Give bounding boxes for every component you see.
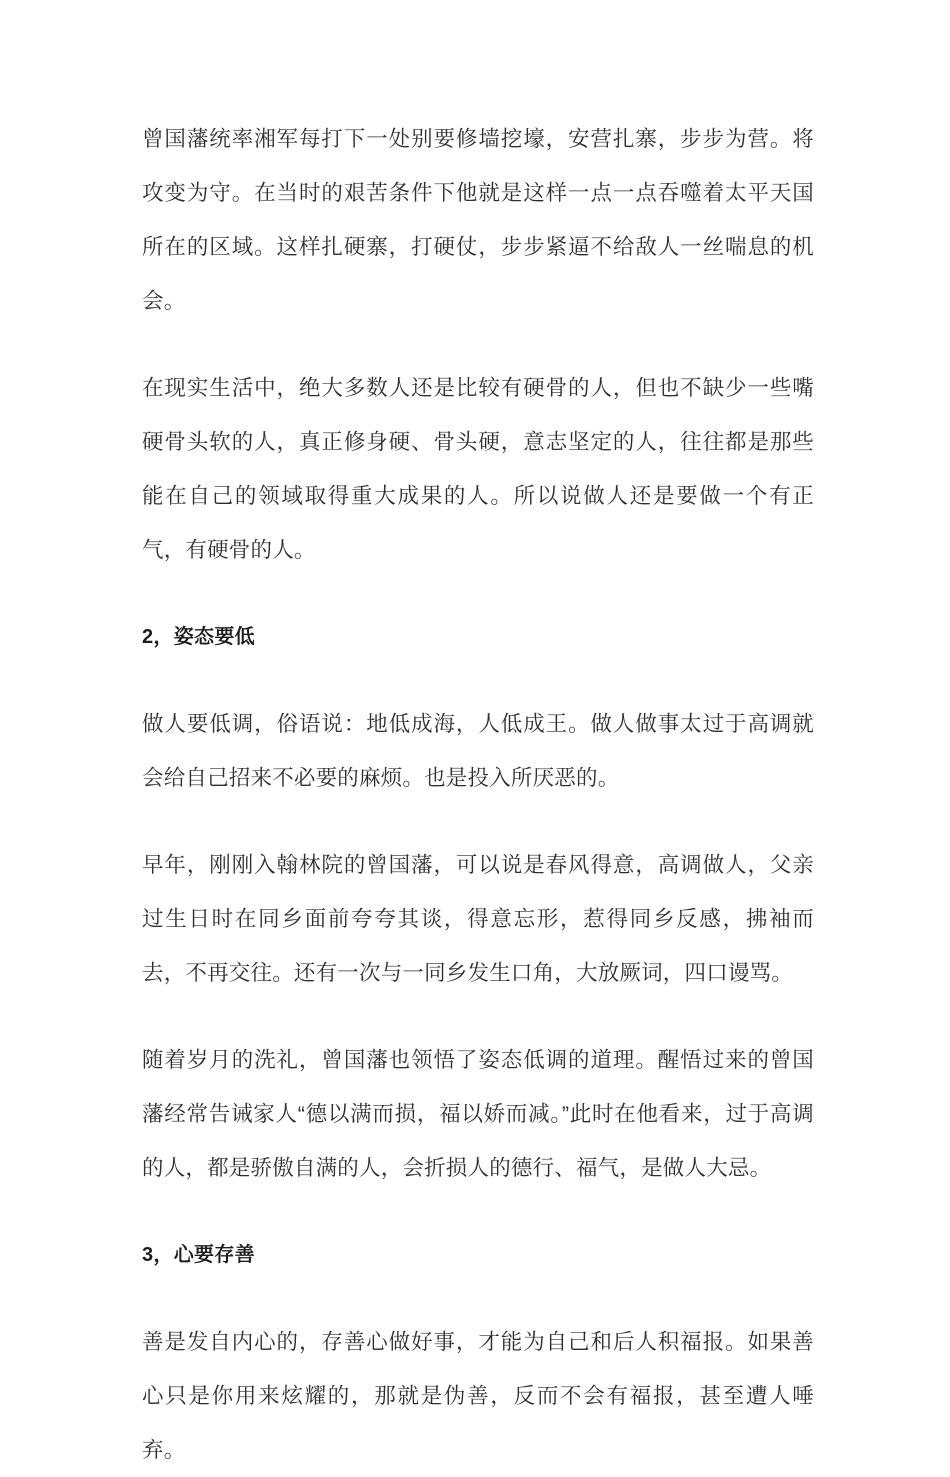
paragraph-be-low-key: 做人要低调，俗语说：地低成海，人低成王。做人做事太过于高调就会给自己招来不必要的麻烦。也是投入所厌恶的。: [142, 712, 814, 790]
heading-3-keep-kindness: 3，心要存善: [142, 1244, 255, 1266]
paragraph-early-years-hanlin: 早年，刚刚入翰林院的曾国藩，可以说是春风得意，高调做人，父亲过生日时在同乡面前夸夸其谈，得意忘形，惹得同乡反感，拂袖而去，不再交往。还有一次与一同乡发生口角，大放厥词，四口谩骂。: [142, 853, 814, 985]
heading-2-posture-low: 2，姿态要低: [142, 626, 255, 648]
paragraph-zeng-guofan-xiangjun: 曾国藩统率湘军每打下一处别要修墙挖壕，安营扎寨，步步为营。将攻变为守。在当时的艰苦条件下他就是这样一点一点吞噬着太平天国所在的区域。这样扎硬寨，打硬仗，步步紧逼不给敌人一丝喘息的机会。: [142, 127, 814, 313]
paragraph-kindness-from-heart: 善是发自内心的，存善心做好事，才能为自己和后人积福报。如果善心只是你用来炫耀的，那就是伪善，反而不会有福报，甚至遭人唾弃。: [142, 1330, 814, 1462]
paragraph-reality-hard-bone: 在现实生活中，绝大多数人还是比较有硬骨的人，但也不缺少一些嘴硬骨头软的人，真正修身硬、骨头硬，意志坚定的人，往往都是那些能在自己的领域取得重大成果的人。所以说做人还是要做一个有正气，有硬骨的人。: [142, 376, 814, 562]
paragraph-years-enlightenment: 随着岁月的洗礼，曾国藩也领悟了姿态低调的道理。醒悟过来的曾国藩经常告诫家人“德以满而损，福以娇而减。”此时在他看来，过于高调的人，都是骄傲自满的人，会折损人的德行、福气，是做人大忌。: [142, 1048, 814, 1180]
document-body: [142, 112, 814, 1477]
